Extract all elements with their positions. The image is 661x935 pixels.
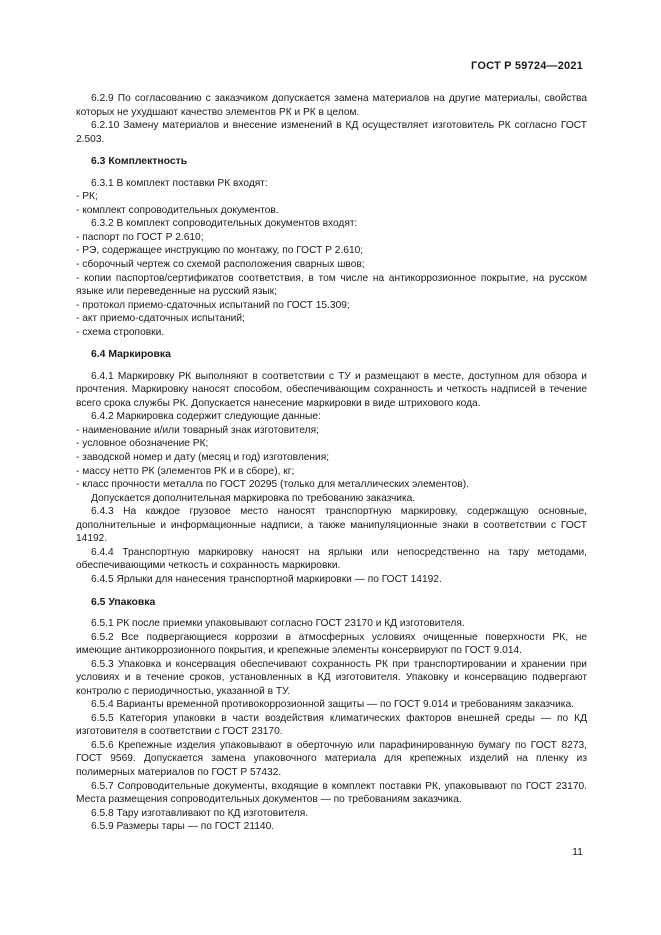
section-heading: 6.5 Упаковка xyxy=(91,596,156,608)
paragraph: Допускается дополнительная маркировка по требованию заказчика. xyxy=(91,492,416,504)
list-item: - комплект сопроводительных документов. xyxy=(76,204,279,216)
page-number: 11 xyxy=(572,846,583,858)
list-item: - массу нетто РК (элементов РК и в сборе), кг; xyxy=(76,465,295,477)
paragraph: 6.4.1 Маркировку РК выполняют в соответствии с ТУ и размещают в месте, доступном для обзора и прочтения. Маркировку наносят способом, обеспечивающим сохранность и четкость надписей в течение всего срока службы РК. Допускается нанесение маркировки в виде штрихового кода. xyxy=(76,370,587,409)
paragraph: 6.5.6 Крепежные изделия упаковывают в оберточную или парафинированную бумагу по ГОСТ 8273, ГОСТ 9569. Допускается замена упаковочного материала для крепежных изделий на пленку из полимерных материалов по ГОСТ Р 57432. xyxy=(76,739,587,779)
paragraph: 6.5.7 Сопроводительные документы, входящие в комплект поставки РК, упаковывают по ГОСТ 23170. Места размещения сопроводительных документов — по требованиям заказчика. xyxy=(76,780,587,806)
paragraph: 6.5.9 Размеры тары — по ГОСТ 21140. xyxy=(91,821,275,833)
list-item: - акт приемо-сдаточных испытаний; xyxy=(76,313,245,325)
list-item: - паспорт по ГОСТ Р 2.610; xyxy=(76,231,204,243)
list-item: - условное обозначение РК; xyxy=(76,438,209,450)
section-heading: 6.4 Маркировка xyxy=(91,349,171,361)
list-item: - наименование и/или товарный знак изготовителя; xyxy=(76,424,319,436)
paragraph: 6.5.2 Все подвергающиеся коррозии в атмосферных условиях очищенные поверхности РК, не имеющие антикоррозионного покрытия, и крепежные элементы консервируют по ГОСТ 9.014. xyxy=(76,631,587,657)
paragraph: 6.5.3 Упаковка и консервация обеспечивают сохранность РК при транспортировании и хранении при условиях и в течение сроков, установленных в КД изготовителя. Упаковку и консервацию подвергают контролю с периодичностью, указанной в ТУ. xyxy=(76,658,587,697)
paragraph: 6.3.1 В комплект поставки РК входят: xyxy=(91,177,268,189)
paragraph: 6.4.4 Транспортную маркировку наносят на ярлыки или непосредственно на тару методами, обеспечивающими четкость и сохранность маркировки. xyxy=(76,546,587,572)
list-item: - РЭ, содержащее инструкцию по монтажу, по ГОСТ Р 2.610; xyxy=(76,245,364,257)
paragraph: 6.2.9 По согласованию с заказчиком допускается замена материалов на другие материалы, свойства которых не ухудшают качество элементов РК и РК в целом. xyxy=(76,93,587,118)
paragraph: 6.4.3 На каждое грузовое место наносят транспортную маркировку, содержащую основные, дополнительные и информационные надписи, а также манипуляционные знаки в соответствии с ГОСТ 14192. xyxy=(76,506,587,545)
list-item: - сборочный чертеж со схемой расположения сварных швов; xyxy=(76,258,365,270)
list-item: - схема строповки. xyxy=(76,326,165,338)
list-item: - заводской номер и дату (месяц и год) изготовления; xyxy=(76,452,330,464)
paragraph: 6.5.1 РК после приемки упаковывают согласно ГОСТ 23170 и КД изготовителя. xyxy=(91,618,465,629)
paragraph: 6.4.2 Маркировка содержит следующие данные: xyxy=(91,411,321,423)
paragraph: 6.5.4 Варианты временной противокоррозионной защиты — по ГОСТ 9.014 и требованиям заказчика. xyxy=(91,699,574,711)
document-body xyxy=(76,92,587,834)
paragraph: 6.5.8 Тару изготавливают по КД изготовителя. xyxy=(91,807,309,819)
list-item: - протокол приемо-сдаточных испытаний по ГОСТ 15.309; xyxy=(76,299,350,311)
paragraph: 6.5.5 Категория упаковки в части воздействия климатических факторов внешней среды — по КД изготовителя в соответствии с ГОСТ 23170. xyxy=(76,712,587,738)
list-item: - класс прочности металла по ГОСТ 20295 (только для металлических элементов). xyxy=(76,479,469,491)
document-code-header: ГОСТ Р 59724—2021 xyxy=(471,60,583,72)
list-item: - РК; xyxy=(76,191,98,203)
paragraph: 6.2.10 Замену материалов и внесение изменений в КД осуществляет изготовитель РК согласно ГОСТ 2.503. xyxy=(76,120,587,145)
paragraph: 6.3.2 В комплект сопроводительных документов входят: xyxy=(91,218,358,230)
section-heading: 6.3 Комплектность xyxy=(91,156,188,168)
list-item: - копии паспортов/сертификатов соответствия, в том числе на антикоррозионное покрытие, на русском языке или переведенные на русский язык; xyxy=(76,272,587,298)
paragraph: 6.4.5 Ярлыки для нанесения транспортной маркировки — по ГОСТ 14192. xyxy=(91,573,442,585)
